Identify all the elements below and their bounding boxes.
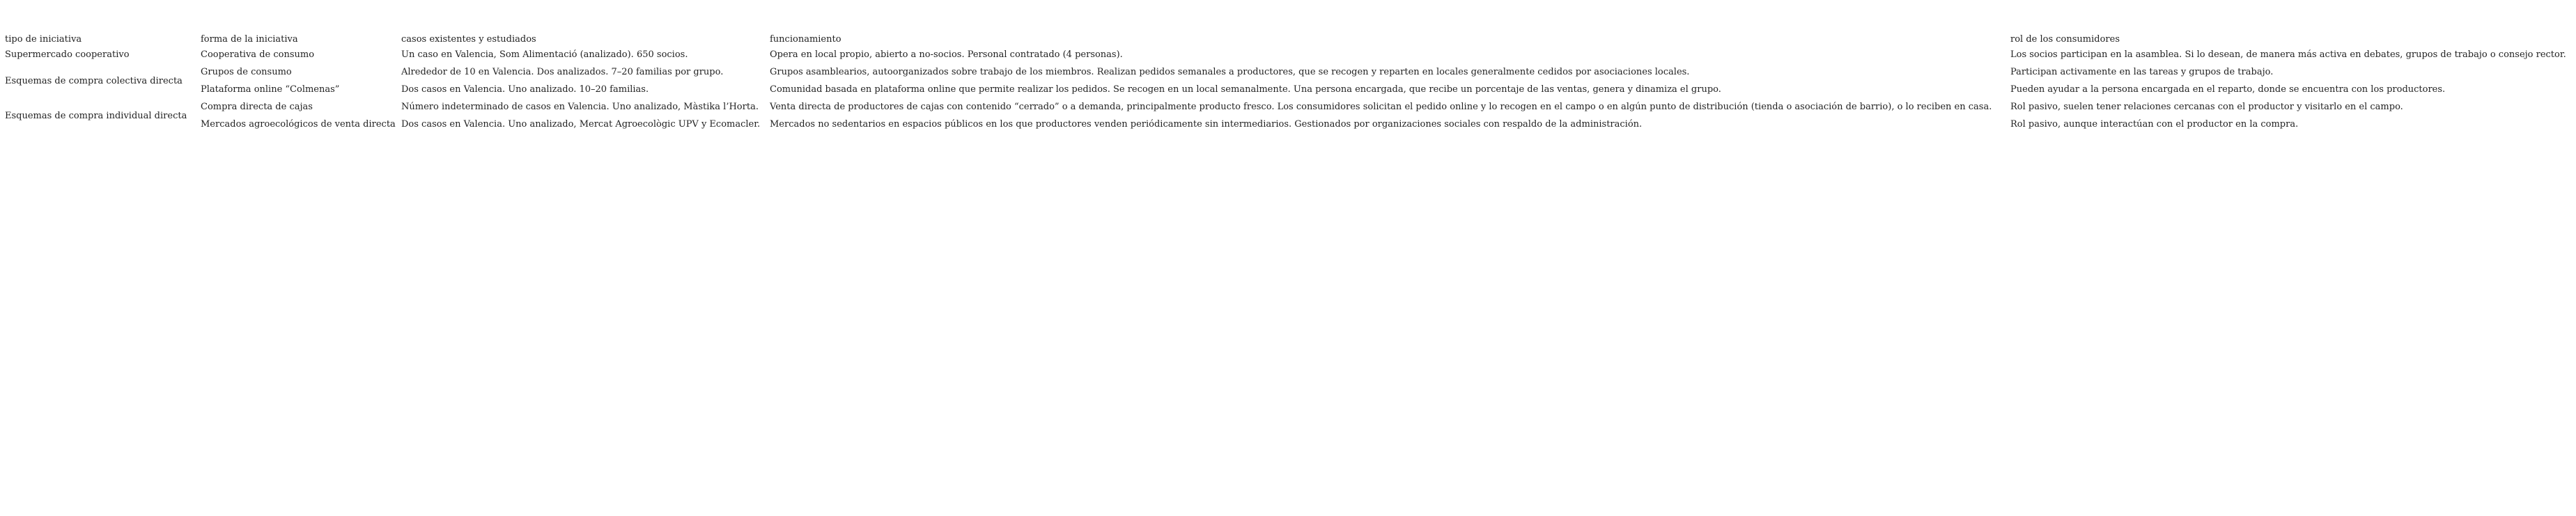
header-rol: rol de los consumidores (2010, 34, 2120, 45)
casos-cell: Número indeterminado de casos en Valencia. Uno analizado, Màstika l’Horta. (401, 102, 759, 113)
header-row (4, 29, 2569, 47)
header-funcionamiento: funcionamiento (770, 34, 841, 45)
funcionamiento-cell: Comunidad basada en plataforma online que permite realizar los pedidos. Se recogen en un local semanalmente. Una persona encargada, que recibe un porcentaje de las ventas, genera y dinamiza el grupo. (770, 84, 1721, 95)
header-forma: forma de la iniciativa (201, 34, 298, 45)
type-cell: Supermercado cooperativo (5, 49, 130, 61)
funcionamiento-cell: Opera en local propio, abierto a no-socios. Personal contratado (4 personas). (770, 49, 1123, 61)
rol-cell: Pueden ayudar a la persona encargada en el reparto, donde se encuentra con los productores. (2010, 84, 2446, 95)
forma-cell: Compra directa de cajas (201, 102, 313, 113)
rol-cell: Rol pasivo, suelen tener relaciones cercanas con el productor y visitarlo en el campo. (2010, 102, 2403, 113)
type-cell: Esquemas de compra individual directa (5, 110, 187, 121)
rol-cell: Rol pasivo, aunque interactúan con el productor en la compra. (2010, 119, 2299, 130)
header-casos: casos existentes y estudiados (401, 34, 536, 45)
table-row (4, 81, 2569, 99)
casos-cell: Dos casos en Valencia. Uno analizado. 10–20 familias. (401, 84, 649, 95)
forma-cell: Mercados agroecológicos de venta directa (201, 119, 396, 130)
table-row (4, 99, 2569, 116)
header-tipo: tipo de iniciativa (5, 34, 82, 45)
type-cell: Esquemas de compra colectiva directa (5, 75, 183, 86)
initiatives-table (4, 29, 2569, 134)
forma-cell: Cooperativa de consumo (201, 49, 315, 61)
table-row (4, 116, 2569, 134)
rol-cell: Participan activamente en las tareas y grupos de trabajo. (2010, 67, 2274, 78)
table-row (4, 47, 2569, 64)
funcionamiento-cell: Grupos asamblearios, autoorganizados sobre trabajo de los miembros. Realizan pedidos semanales a productores, que se recogen y reparten en locales generalmente cedidos por asociaciones locales. (770, 67, 1690, 78)
funcionamiento-cell: Venta directa de productores de cajas con contenido “cerrado” o a demanda, principalmente producto fresco. Los consumidores solicitan el pedido online y lo recogen en el campo o en algún punto de distribución (tienda o asociación de barrio), o lo reciben en casa. (770, 102, 1992, 113)
funcionamiento-cell: Mercados no sedentarios en espacios públicos en los que productores venden periódicamente sin intermediarios. Gestionados por organizaciones sociales con respaldo de la administración. (770, 119, 1643, 130)
table-row (4, 64, 2569, 81)
casos-cell: Dos casos en Valencia. Uno analizado, Mercat Agroecològic UPV y Ecomacler. (401, 119, 761, 130)
casos-cell: Alrededor de 10 en Valencia. Dos analizados. 7–20 familias por grupo. (401, 67, 724, 78)
casos-cell: Un caso en Valencia, Som Alimentació (analizado). 650 socios. (401, 49, 688, 61)
forma-cell: Plataforma online “Colmenas” (201, 84, 340, 95)
rol-cell: Los socios participan en la asamblea. Si lo desean, de manera más activa en debates, grupos de trabajo o consejo rector. (2010, 49, 2566, 61)
forma-cell: Grupos de consumo (201, 67, 292, 78)
